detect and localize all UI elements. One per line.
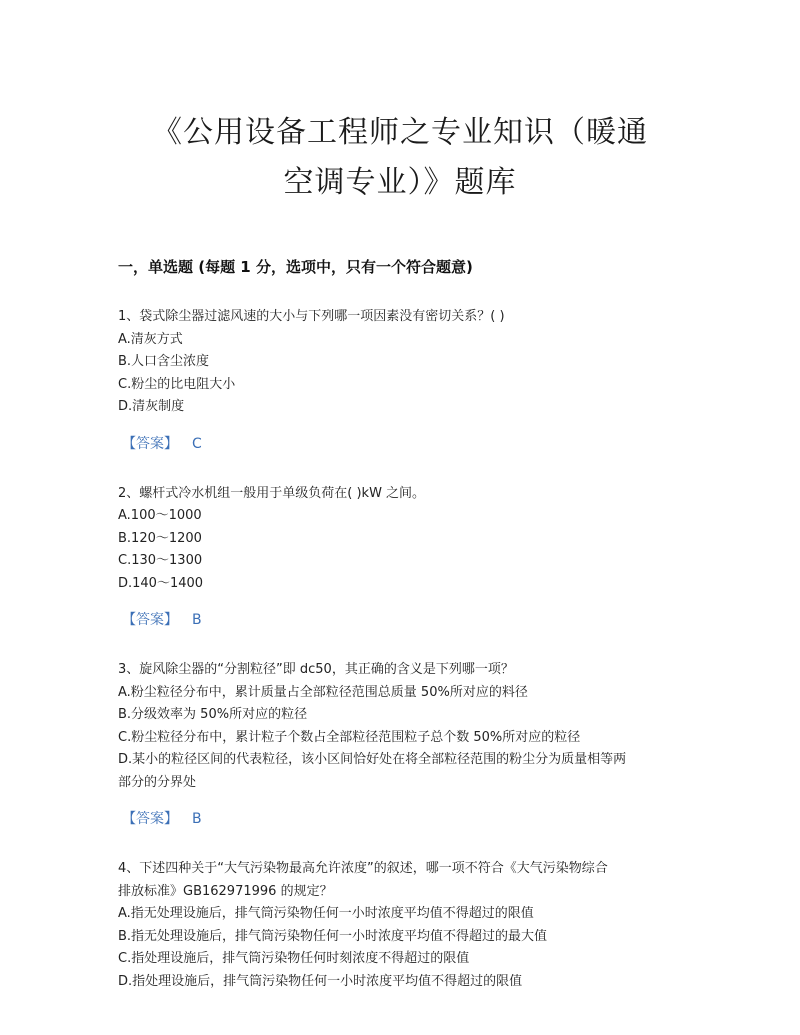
option-c: C.指处理设施后，排气筒污染物任何时刻浓度不得超过的限值 <box>118 951 470 966</box>
option-a: A.粉尘粒径分布中，累计质量占全部粒径范围总质量 50%所对应的料径 <box>118 684 528 700</box>
option-d: D.140～1400 <box>118 575 204 591</box>
question-stem: 2、螺杆式冷水机组一般用于单级负荷在( )kW 之间。 <box>118 485 426 501</box>
answer-value: B <box>192 612 202 628</box>
title-line-1: 《公用设备工程师之专业知识（暖通 <box>152 115 648 150</box>
question-stem-continued: 排放标准》GB162971996 的规定？ <box>118 883 333 899</box>
answer-line <box>118 808 682 830</box>
option-c: C.粉尘粒径分布中，累计粒子个数占全部粒径范围粒子总个数 50%所对应的粒径 <box>118 729 581 745</box>
section-heading: 一，单选题 (每题 1 分，选项中，只有一个符合题意) <box>118 258 473 276</box>
question-4 <box>118 858 682 993</box>
option-c: C.粉尘的比电阻大小 <box>118 376 236 392</box>
option-d: D.指处理设施后，排气筒污染物任何一小时浓度平均值不得超过的限值 <box>118 973 523 989</box>
question-stem: 3、旋风除尘器的“分割粒径”即 dc50，其正确的含义是下列哪一项？ <box>118 662 514 677</box>
question-3 <box>118 659 682 830</box>
option-b: B.指无处理设施后，排气筒污染物任何一小时浓度平均值不得超过的最大值 <box>118 928 548 944</box>
answer-label: 【答案】 <box>122 435 178 452</box>
option-d: D.某小的粒径区间的代表粒径，该小区间恰好处在将全部粒径范围的粉尘分为质量相等两 <box>118 752 627 767</box>
title-line-2: 空调专业）》题库 <box>283 165 517 200</box>
option-a: A.指无处理设施后，排气筒污染物任何一小时浓度平均值不得超过的限值 <box>118 906 534 921</box>
option-b: B.分级效率为 50%所对应的粒径 <box>118 707 308 722</box>
question-stem: 1、袋式除尘器过滤风速的大小与下列哪一项因素没有密切关系？( ) <box>118 309 505 324</box>
option-b: B.120～1200 <box>118 530 202 546</box>
answer-label: 【答案】 <box>122 811 178 827</box>
answer-line <box>118 609 682 631</box>
answer-line <box>118 433 682 455</box>
option-c: C.130～1300 <box>118 553 203 568</box>
answer-label: 【答案】 <box>122 612 178 628</box>
answer-value: B <box>192 811 202 827</box>
option-a: A.100～1000 <box>118 508 202 523</box>
question-2 <box>118 483 682 632</box>
option-d-continued: 部分的分界处 <box>118 774 197 790</box>
option-a: A.清灰方式 <box>118 331 183 347</box>
question-1 <box>118 306 682 455</box>
option-d: D.清灰制度 <box>118 399 185 414</box>
option-b: B.人口含尘浓度 <box>118 354 210 369</box>
document-title <box>118 108 682 208</box>
answer-value: C <box>192 435 202 452</box>
question-stem: 4、下述四种关于“大气污染物最高允许浓度”的叙述，哪一项不符合《大气污染物综合 <box>118 861 608 876</box>
